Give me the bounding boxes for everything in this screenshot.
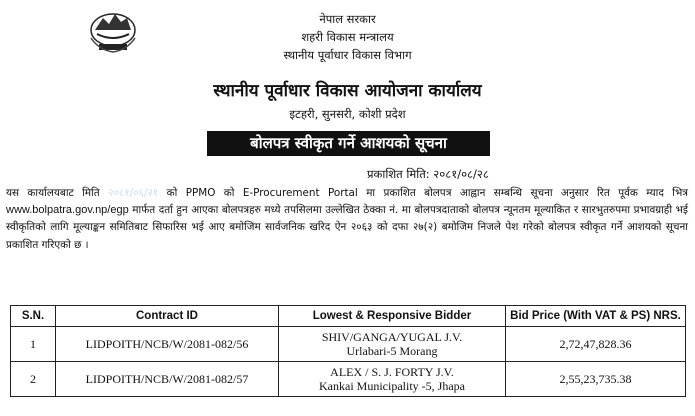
cell-price: 2,55,23,735.38 bbox=[506, 362, 686, 397]
table-row bbox=[11, 327, 686, 362]
bid-table bbox=[10, 305, 686, 397]
table-header-row bbox=[11, 306, 686, 327]
header-contract-id: Contract ID bbox=[56, 306, 279, 327]
office-location: इटहरी, सुनसरी, कोशी प्रदेश bbox=[289, 107, 406, 121]
body-text-after: मार्फत दर्ता हुन आएका बोलपत्रहरु मध्ये तपसिलमा उल्लेखित ठेक्का नं. मा बोलपत्रदाताको बोलपत्र न्यूनतम मूल्याकित र सारभुतरुपमा प्रभावग्राही भई स्वीकृतिको लागि मूल्याङ्कन समितिबाट सिफारिस भई आए बमोजिम सार्वजनिक खरिद ऐन २०६३ को दफा २७(२) बमोजिम निजले पेश गरेको बोलपत्र स्वीकृत गर्ने आशयको सूचना प्रकाशित गरिएको छ । bbox=[6, 204, 688, 251]
cell-contract-id: LIDPOITH/NCB/W/2081-082/57 bbox=[56, 362, 279, 397]
bidder-name: ALEX / S. J. FORTY J.V. bbox=[330, 365, 454, 379]
cell-price: 2,72,47,828.36 bbox=[506, 327, 686, 362]
cell-contract-id: LIDPOITH/NCB/W/2081-082/56 bbox=[56, 327, 279, 362]
cell-bidder bbox=[279, 362, 506, 397]
body-text-middle: को PPMO को E-Procurement Portal मा प्रकाशित बोलपत्र आह्वान सम्बन्धि सूचना अनुसार रित पूर्वक म्याद भित्र bbox=[158, 187, 688, 199]
office-name: स्थानीय पूर्वाधार विकास आयोजना कार्यालय bbox=[213, 81, 482, 101]
bidder-name: SHIV/GANGA/YUGAL J.V. bbox=[321, 330, 463, 344]
bidder-address: Urlabari-5 Morang bbox=[346, 344, 438, 358]
header-sn: S.N. bbox=[11, 306, 56, 327]
bidder-address: Kankai Municipality -5, Jhapa bbox=[319, 379, 465, 393]
published-date: प्रकाशित मिति: २०८१/०८/२८ bbox=[367, 167, 489, 181]
notice-body bbox=[6, 185, 688, 254]
cell-sn: 2 bbox=[11, 362, 56, 397]
header-bid-price: Bid Price (With VAT & PS) NRS. bbox=[506, 306, 686, 327]
body-text-before-date: यस कार्यालयबाट मिति bbox=[6, 187, 109, 199]
table-row bbox=[11, 362, 686, 397]
portal-url: www.bolpatra.gov.np/egp bbox=[6, 204, 129, 217]
cell-bidder bbox=[279, 327, 506, 362]
notice-title: बोलपत्र स्वीकृत गर्ने आशयको सूचना bbox=[207, 131, 490, 156]
ministry-name: शहरी विकास मन्त्रालय bbox=[301, 30, 394, 44]
government-name: नेपाल सरकार bbox=[319, 12, 376, 26]
header-bidder: Lowest & Responsive Bidder bbox=[279, 306, 506, 327]
cell-sn: 1 bbox=[11, 327, 56, 362]
body-date: २०८१/०६/२१ bbox=[108, 187, 159, 199]
department-name: स्थानीय पूर्वाधार विकास विभाग bbox=[283, 48, 412, 62]
